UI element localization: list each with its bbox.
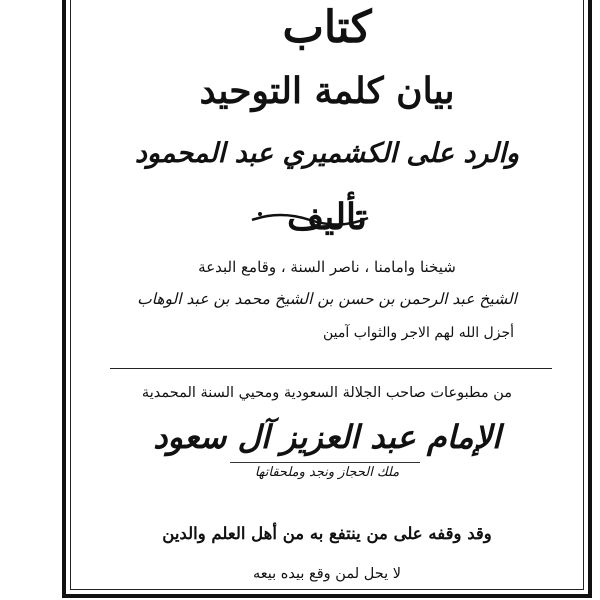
- printed-by-line: من مطبوعات صاحب الجلالة السعودية ومحيي السنة المحمدية: [141, 385, 513, 401]
- book-subtitle: والرد على الكشميري عبد المحمود: [134, 138, 520, 169]
- title-page: [80, 0, 574, 600]
- king-underline: [230, 462, 420, 463]
- king-title: ملك الحجاز ونجد وملحقاتها: [254, 465, 400, 480]
- book-title: بيان كلمة التوحيد: [199, 70, 455, 112]
- waqf-line: وقد وقفه على من ينتفع به من أهل العلم والدين: [162, 524, 492, 543]
- author-epithet: شيخنا وامامنا ، ناصر السنة ، وقامع البدعة: [198, 258, 456, 276]
- talif-label: تأليف: [286, 196, 368, 238]
- section-divider: [110, 368, 552, 369]
- king-name-calligraphy: الإمام عبد العزيز آل سعود: [153, 418, 501, 456]
- heading-kitab: كتاب: [282, 2, 372, 53]
- no-sale-line: لا يحل لمن وقع بيده بيعه: [253, 566, 401, 582]
- author-prayer: أجزل الله لهم الاجر والثواب آمين: [323, 325, 514, 341]
- author-name: الشيخ عبد الرحمن بن حسن بن الشيخ محمد بن عبد الوهاب: [137, 290, 517, 308]
